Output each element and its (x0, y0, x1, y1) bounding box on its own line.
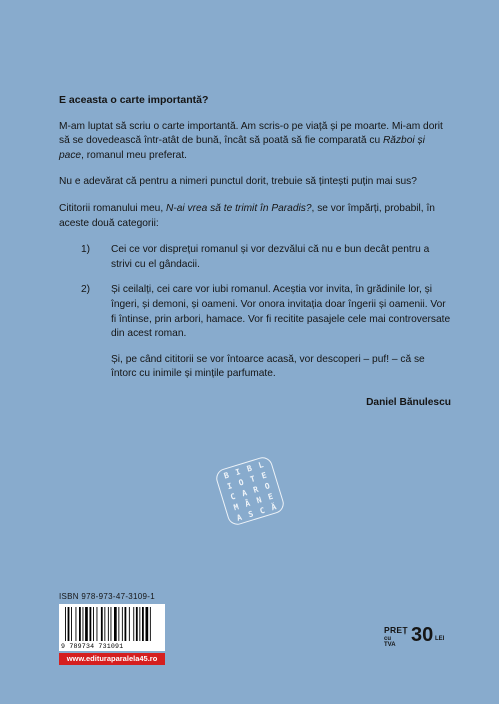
stamp-letter: I (234, 466, 242, 477)
barcode-bar (133, 607, 134, 641)
stamp-letter: M (232, 501, 240, 512)
barcode-bar (114, 607, 117, 641)
barcode-icon (59, 604, 165, 644)
stamp-letter: I (225, 480, 234, 491)
stamp-letter: A (240, 487, 248, 498)
price-amount: 30 (411, 624, 434, 646)
item-number: 2) (81, 284, 91, 296)
price-tva-label: cu TVA (384, 636, 396, 648)
barcode-bar (85, 607, 88, 641)
barcode-bar (139, 607, 140, 641)
barcode-bar (97, 607, 98, 641)
stamp-letter: E (260, 470, 268, 481)
barcode-bar (79, 607, 81, 641)
stamp-letter: R (252, 484, 260, 495)
isbn-barcode (59, 604, 165, 651)
stamp-letter: C (229, 491, 237, 502)
blurb-paragraph-2: Nu e adevărat că pentru a nimeri punctul dorit, trebuie să țintești puțin mai sus? (59, 176, 417, 188)
publisher-url: www.edituraparalela45.ro (59, 653, 165, 665)
author-signature: Daniel Bănulescu (366, 396, 451, 408)
barcode-bar (90, 607, 92, 641)
stamp-letter: O (237, 477, 245, 488)
blurb-paragraph-3: Cititorii romanului meu, N-ai vrea să te trimit în Paradis?, se vor împărți, probabil, în aceste două categorii: (59, 202, 435, 229)
barcode-bar (68, 607, 70, 641)
barcode-bar (136, 607, 138, 641)
stamp-letter: N (255, 494, 263, 505)
barcode-bar (104, 607, 105, 641)
book-title-italic: Război și pace (59, 135, 425, 161)
novel-title-italic: N-ai vrea să te trimit în Paradis? (166, 202, 312, 214)
stamp-letter: O (263, 480, 271, 491)
collection-logo-stamp (214, 455, 286, 527)
blurb-heading: E aceasta o carte importantă? (59, 94, 209, 106)
barcode-bar (146, 607, 149, 641)
isbn-label: ISBN 978-973-47-3109-1 (59, 592, 155, 601)
barcode-bar (65, 607, 66, 641)
barcode-bar (101, 607, 103, 641)
barcode-bar (125, 607, 127, 641)
back-cover-text (59, 93, 451, 421)
category-item-2 (59, 283, 451, 341)
item-text: Cei ce vor disprețui romanul și vor dezvălui că nu e bun decât pentru a strivi cu el gândacii. (111, 244, 430, 270)
stamp-letter: T (248, 473, 257, 484)
price-label: PREȚ (384, 625, 408, 635)
barcode-bar (83, 607, 84, 641)
barcode-digits: 9 789734 731091 (61, 643, 124, 650)
stamp-letter: B (245, 463, 253, 474)
stamp-letter: E (266, 491, 275, 502)
barcode-bar (150, 607, 151, 641)
item-2-followup: Și, pe când cititorii se vor întoarce acasă, vor descoperi – puf! – că se întorc cu inimile și mințile parfumate. (111, 353, 425, 380)
stamp-letter: A (235, 512, 243, 523)
barcode-bar (108, 607, 109, 641)
barcode-bar (122, 607, 123, 641)
stamp-letter: Â (243, 498, 252, 509)
stamp-letter: L (257, 459, 265, 470)
barcode-bar (76, 607, 77, 641)
barcode-bar (142, 607, 144, 641)
stamp-letter: S (247, 508, 255, 519)
barcode-bar (71, 607, 72, 641)
item-number: 1) (81, 244, 91, 256)
barcode-bar (111, 607, 112, 641)
stamp-letter: Ă (270, 501, 278, 512)
price-currency: LEI (435, 636, 445, 642)
stamp-letter: C (258, 505, 266, 516)
barcode-bar (129, 607, 130, 641)
category-item-1 (59, 243, 451, 272)
item-text: Și ceilalți, cei care vor iubi romanul. Aceștia vor invita, în grădinile lor, și îngeri, și demoni, și oameni. Vor onora invitația doar îngerii și oamenii. Vor fi întinse, prin arbori, hamace. Vor fi recitite pasajele cele mai controversate din acest roman. (111, 284, 451, 340)
blurb-paragraph-1: M-am luptat să scriu o carte importantă. Am scris-o pe viață și pe moarte. Mi-am dorit să se dovedească într-atât de bună, încât să poată să fie comparată cu Război și pace, romanul meu preferat. (59, 120, 443, 161)
barcode-bar (93, 607, 94, 641)
barcode-bar (118, 607, 119, 641)
stamp-letter: B (222, 470, 230, 481)
